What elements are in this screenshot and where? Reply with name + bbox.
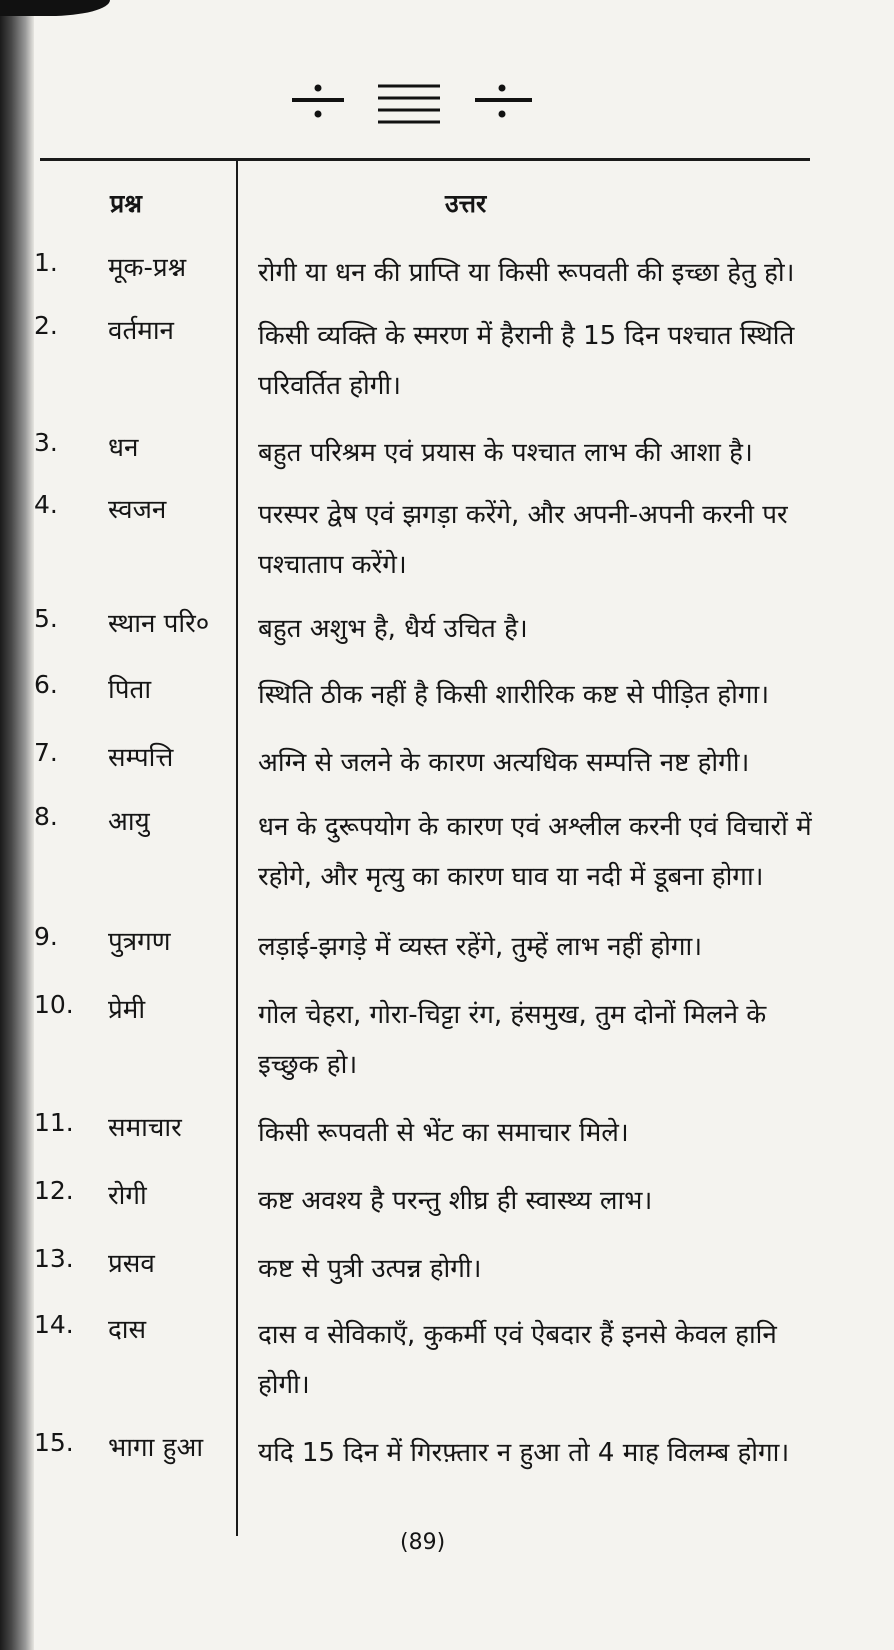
row-number: 14.	[34, 1310, 74, 1339]
row-number: 7.	[34, 738, 58, 767]
row-question: स्वजन	[108, 495, 167, 525]
divider-ornament	[292, 82, 562, 134]
row-number: 12.	[34, 1176, 74, 1205]
page-corner	[0, 0, 110, 16]
row-number: 5.	[34, 604, 58, 633]
row-number: 10.	[34, 990, 74, 1019]
table-top-rule	[40, 158, 810, 161]
row-question: वर्तमान	[108, 316, 174, 346]
row-answer: किसी रूपवती से भेंट का समाचार मिले।	[258, 1118, 629, 1148]
row-question: धन	[108, 433, 139, 463]
row-answer: परस्पर द्वेष एवं झगड़ा करेंगे, और अपनी-अपनी करनी पर पश्चाताप करेंगे।	[258, 500, 788, 580]
row-question: रोगी	[108, 1181, 147, 1211]
row-question: पुत्रगण	[108, 927, 171, 957]
row-answer: दास व सेविकाएँ, कुकर्मी एवं ऐबदार हैं इनसे केवल हानि होगी।	[258, 1320, 777, 1400]
row-answer: कष्ट अवश्य है परन्तु शीघ्र ही स्वास्थ्य लाभ।	[258, 1186, 653, 1216]
row-number: 2.	[34, 311, 58, 340]
row-question: प्रेमी	[108, 995, 146, 1025]
row-answer: रोगी या धन की प्राप्ति या किसी रूपवती की इच्छा हेतु हो।	[258, 258, 795, 288]
row-question: स्थान परि०	[108, 609, 210, 639]
row-number: 4.	[34, 490, 58, 519]
row-number: 6.	[34, 670, 58, 699]
row-answer: बहुत परिश्रम एवं प्रयास के पश्चात लाभ की आशा है।	[258, 438, 753, 468]
row-number: 9.	[34, 922, 58, 951]
row-question: पिता	[108, 675, 152, 705]
row-question: दास	[108, 1315, 147, 1345]
row-question: मूक-प्रश्न	[108, 253, 187, 283]
row-question: सम्पत्ति	[108, 743, 174, 773]
row-question: समाचार	[108, 1113, 182, 1143]
row-answer: अग्नि से जलने के कारण अत्यधिक सम्पत्ति नष्ट होगी।	[258, 748, 750, 778]
row-question: भागा हुआ	[108, 1433, 204, 1463]
row-number: 15.	[34, 1428, 74, 1457]
row-answer: स्थिति ठीक नहीं है किसी शारीरिक कष्ट से पीड़ित होगा।	[258, 680, 770, 710]
question-header: प्रश्न	[110, 189, 142, 218]
row-answer: लड़ाई-झगड़े में व्यस्त रहेंगे, तुम्हें लाभ नहीं होगा।	[258, 932, 703, 962]
row-number: 1.	[34, 248, 58, 277]
column-divider	[236, 158, 238, 1536]
page-number: (89)	[400, 1530, 446, 1555]
row-question: प्रसव	[108, 1249, 155, 1279]
row-number: 11.	[34, 1108, 74, 1137]
row-answer: गोल चेहरा, गोरा-चिट्टा रंग, हंसमुख, तुम दोनों मिलने के इच्छुक हो।	[258, 1000, 767, 1080]
row-number: 3.	[34, 428, 58, 457]
row-number: 13.	[34, 1244, 74, 1273]
row-number: 8.	[34, 802, 58, 831]
row-question: आयु	[108, 807, 150, 837]
binding-shadow	[0, 0, 34, 1650]
row-answer: बहुत अशुभ है, धैर्य उचित है।	[258, 614, 528, 644]
row-answer: धन के दुरूपयोग के कारण एवं अश्लील करनी एवं विचारों में रहोगे, और मृत्यु का कारण घाव या नदी में डूबना होगा।	[258, 812, 812, 892]
row-answer: यदि 15 दिन में गिरफ़्तार न हुआ तो 4 माह विलम्ब होगा।	[258, 1438, 790, 1468]
answer-header: उत्तर	[445, 189, 487, 218]
row-answer: कष्ट से पुत्री उत्पन्न होगी।	[258, 1254, 482, 1284]
row-answer: किसी व्यक्ति के स्मरण में हैरानी है 15 दिन पश्चात स्थिति परिवर्तित होगी।	[258, 321, 795, 401]
